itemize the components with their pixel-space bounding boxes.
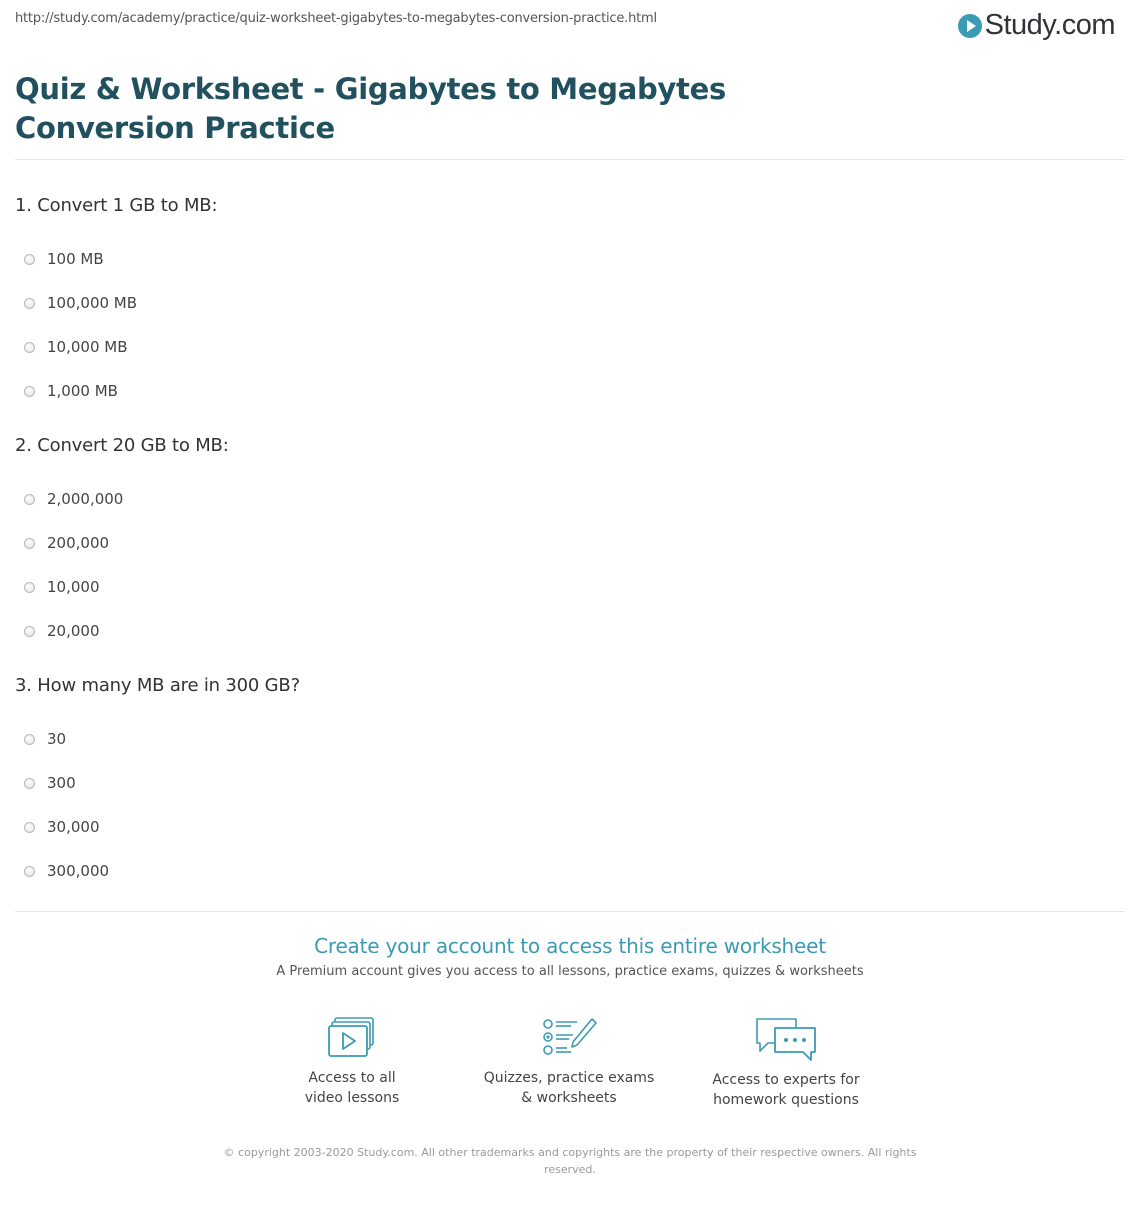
logo-text: Study.com [984,9,1115,41]
radio-button[interactable] [24,778,35,789]
feature-experts [696,1015,876,1110]
premium-description: A Premium account gives you access to all lessons, practice exams, quizzes & worksheets [276,964,864,979]
feature-label: Access to all video lessons [304,1070,400,1106]
radio-button[interactable] [24,386,35,397]
answer-option[interactable] [15,609,915,653]
option-label: 10,000 [47,578,100,596]
radio-button[interactable] [24,582,35,593]
option-label: 100,000 MB [47,294,138,312]
question-text: 2. Convert 20 GB to MB: [15,435,229,456]
question-text: 3. How many MB are in 300 GB? [15,675,300,696]
answer-option[interactable] [15,565,915,609]
play-circle-icon [958,14,982,38]
radio-button[interactable] [24,626,35,637]
feature-label: Quizzes, practice exams & worksheets [483,1070,655,1106]
answer-option[interactable] [15,281,915,325]
option-label: 100 MB [47,250,104,268]
question-2 [15,434,915,653]
title-divider [15,159,1125,160]
option-label: 200,000 [47,534,110,552]
question-1 [15,194,915,413]
feature-label: Access to experts for homework questions [712,1072,860,1108]
question-text: 1. Convert 1 GB to MB: [15,195,218,216]
feature-quizzes [479,1015,659,1108]
feature-video-lessons [262,1015,442,1108]
answer-option[interactable] [15,805,915,849]
answer-option[interactable] [15,237,915,281]
radio-button[interactable] [24,538,35,549]
radio-button[interactable] [24,254,35,265]
answer-option[interactable] [15,521,915,565]
answer-option[interactable] [15,849,915,893]
option-label: 20,000 [47,622,100,640]
video-lessons-icon [326,1015,378,1059]
radio-button[interactable] [24,298,35,309]
page-title: Quiz & Worksheet - Gigabytes to Megabytes Conversion Practice [15,72,726,145]
radio-button[interactable] [24,342,35,353]
chat-bubbles-icon [754,1015,818,1061]
radio-button[interactable] [24,866,35,877]
answer-option[interactable] [15,369,915,413]
top-bar [15,11,1125,41]
option-label: 1,000 MB [47,382,118,400]
answer-option[interactable] [15,477,915,521]
option-label: 30 [47,730,67,748]
section-divider [15,911,1125,912]
answer-option[interactable] [15,761,915,805]
answer-option[interactable] [15,325,915,369]
option-label: 10,000 MB [47,338,128,356]
question-3 [15,674,915,893]
create-account-link[interactable]: Create your account to access this entire worksheet [314,934,826,958]
radio-button[interactable] [24,822,35,833]
option-label: 300 [47,774,76,792]
option-label: 30,000 [47,818,100,836]
radio-button[interactable] [24,494,35,505]
answer-option[interactable] [15,717,915,761]
option-label: 2,000,000 [47,490,124,508]
option-label: 300,000 [47,862,110,880]
study-logo[interactable] [958,9,1115,42]
quiz-checklist-icon [541,1015,597,1059]
page-url: http://study.com/academy/practice/quiz-worksheet-gigabytes-to-megabytes-conversion-practice.html [15,11,657,26]
copyright-notice: © copyright 2003-2020 Study.com. All other trademarks and copyrights are the property of their respective owners. All rights reserved. [223,1146,917,1176]
radio-button[interactable] [24,734,35,745]
